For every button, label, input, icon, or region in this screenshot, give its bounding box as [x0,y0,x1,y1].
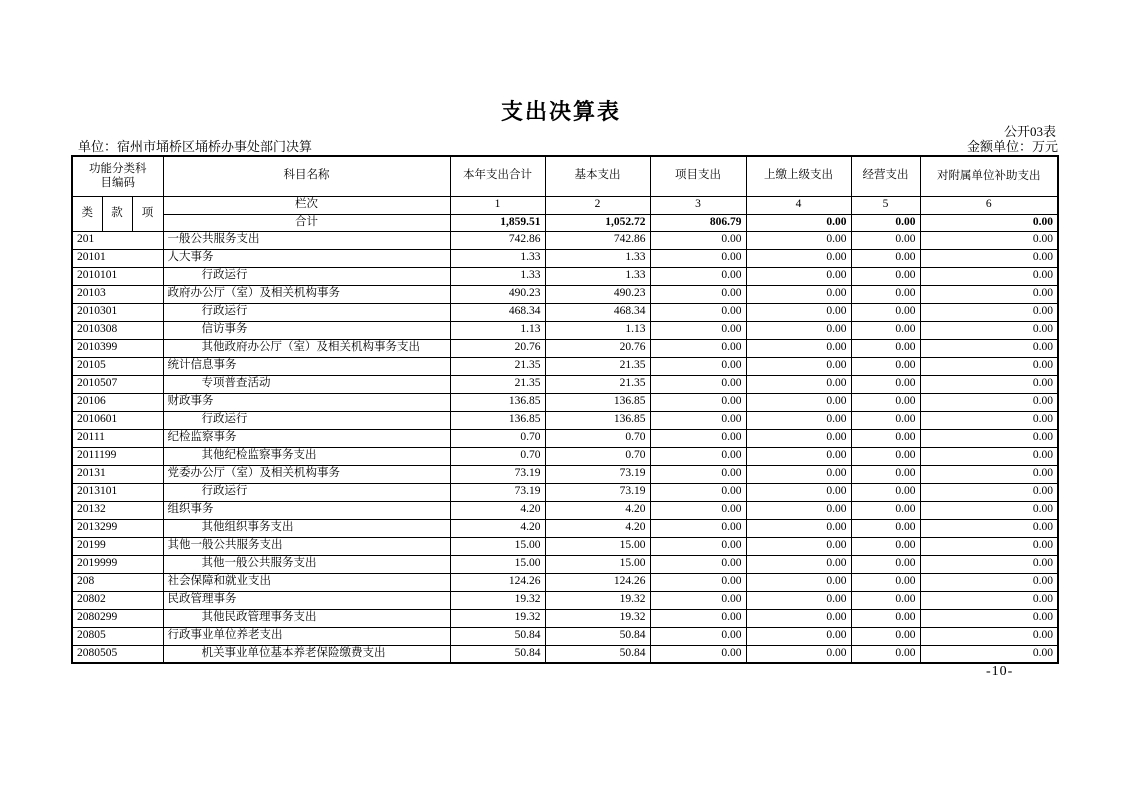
row-value: 15.00 [545,537,650,555]
table-row [72,609,1058,627]
table-row [72,591,1058,609]
row-value: 136.85 [545,393,650,411]
row-value: 15.00 [545,555,650,573]
row-value: 0.00 [650,267,746,285]
column-number: 5 [851,196,920,214]
header-col-total: 本年支出合计 [450,156,545,196]
row-code: 2010101 [72,267,163,285]
row-value: 0.00 [650,249,746,267]
table-row [72,645,1058,663]
table-code-label: 公开03表 [1003,124,1056,139]
row-code: 20131 [72,465,163,483]
row-value: 0.00 [851,303,920,321]
table-row [72,375,1058,393]
amount-unit-label: 金额单位：万元 [966,139,1058,154]
row-subject-name: 社会保障和就业支出 [163,573,450,591]
header-col-upper: 上缴上级支出 [746,156,851,196]
row-value: 124.26 [450,573,545,591]
table-row [72,357,1058,375]
row-value: 0.00 [920,483,1058,501]
row-value: 0.00 [920,321,1058,339]
row-value: 0.00 [920,375,1058,393]
row-subject-name: 统计信息事务 [163,357,450,375]
row-value: 73.19 [450,483,545,501]
row-subject-name: 其他民政管理事务支出 [163,609,450,627]
row-subject-name: 纪检监察事务 [163,429,450,447]
row-value: 15.00 [450,555,545,573]
row-code: 2080299 [72,609,163,627]
row-value: 0.00 [920,591,1058,609]
row-value: 0.00 [650,627,746,645]
table-row [72,537,1058,555]
table-row [72,465,1058,483]
row-value: 0.00 [851,591,920,609]
table-row [72,339,1058,357]
row-value: 0.00 [920,303,1058,321]
total-value: 0.00 [851,214,920,231]
row-value: 0.00 [920,555,1058,573]
row-value: 0.00 [920,609,1058,627]
row-value: 468.34 [545,303,650,321]
row-subject-name: 其他一般公共服务支出 [163,537,450,555]
header-col-project: 项目支出 [650,156,746,196]
row-value: 4.20 [545,519,650,537]
row-value: 0.00 [851,537,920,555]
row-value: 0.00 [746,303,851,321]
row-value: 4.20 [545,501,650,519]
column-number: 6 [920,196,1058,214]
row-value: 19.32 [545,591,650,609]
row-value: 0.70 [545,447,650,465]
table-row [72,285,1058,303]
row-value: 21.35 [545,375,650,393]
row-value: 0.00 [851,267,920,285]
table-row [72,573,1058,591]
row-value: 73.19 [545,483,650,501]
row-value: 742.86 [545,231,650,249]
row-value: 0.00 [851,519,920,537]
row-value: 0.00 [650,591,746,609]
row-value: 0.00 [746,357,851,375]
row-value: 0.00 [650,231,746,249]
row-value: 0.00 [650,483,746,501]
row-value: 0.00 [851,483,920,501]
row-value: 0.70 [545,429,650,447]
table-row [72,447,1058,465]
row-value: 490.23 [450,285,545,303]
row-code: 2010507 [72,375,163,393]
row-value: 0.00 [746,609,851,627]
row-subject-name: 信访事务 [163,321,450,339]
row-value: 124.26 [545,573,650,591]
row-value: 0.00 [851,285,920,303]
column-number: 4 [746,196,851,214]
header-row-1 [72,156,1058,196]
header-col-basic: 基本支出 [545,156,650,196]
row-subject-name: 一般公共服务支出 [163,231,450,249]
row-subject-name: 人大事务 [163,249,450,267]
row-value: 0.00 [920,231,1058,249]
table-row [72,483,1058,501]
expenditure-table [71,155,1059,664]
row-code: 20101 [72,249,163,267]
row-value: 0.00 [650,465,746,483]
table-row [72,429,1058,447]
row-value: 0.00 [851,339,920,357]
row-subject-name: 行政运行 [163,483,450,501]
row-subject-name: 行政运行 [163,267,450,285]
row-value: 21.35 [450,375,545,393]
table-row [72,249,1058,267]
table-row [72,519,1058,537]
row-value: 0.00 [851,393,920,411]
page-number: -10- [986,664,1014,679]
row-code: 208 [72,573,163,591]
row-value: 0.00 [746,447,851,465]
row-value: 0.00 [920,285,1058,303]
row-value: 4.20 [450,501,545,519]
row-code: 20132 [72,501,163,519]
row-value: 0.00 [920,573,1058,591]
row-value: 0.00 [851,555,920,573]
row-value: 21.35 [450,357,545,375]
total-value: 0.00 [746,214,851,231]
row-value: 0.00 [746,339,851,357]
row-value: 1.13 [545,321,650,339]
row-value: 0.00 [746,231,851,249]
row-value: 0.00 [650,411,746,429]
row-value: 0.00 [746,555,851,573]
row-value: 19.32 [545,609,650,627]
total-value: 806.79 [650,214,746,231]
column-number: 3 [650,196,746,214]
row-value: 50.84 [545,645,650,663]
row-code: 2010301 [72,303,163,321]
row-value: 1.33 [545,267,650,285]
column-number: 1 [450,196,545,214]
row-value: 136.85 [450,411,545,429]
row-value: 0.00 [920,645,1058,663]
unit-line: 单位：宿州市埇桥区埇桥办事处部门决算 [78,139,313,154]
row-value: 73.19 [545,465,650,483]
row-value: 0.70 [450,447,545,465]
header-code-group: 功能分类科目编码 [72,156,163,196]
row-value: 0.00 [851,447,920,465]
row-value: 50.84 [450,645,545,663]
row-value: 0.00 [650,645,746,663]
total-value: 0.00 [920,214,1058,231]
row-subject-name: 行政运行 [163,303,450,321]
row-subject-name: 组织事务 [163,501,450,519]
row-value: 0.00 [746,321,851,339]
row-value: 0.00 [746,483,851,501]
row-value: 0.00 [746,645,851,663]
header-code-lei: 类 [72,196,102,231]
row-subject-name: 党委办公厅（室）及相关机构事务 [163,465,450,483]
row-value: 0.00 [920,267,1058,285]
row-value: 0.00 [746,375,851,393]
row-value: 0.00 [851,249,920,267]
row-code: 2080505 [72,645,163,663]
row-value: 0.70 [450,429,545,447]
row-value: 0.00 [650,501,746,519]
row-code: 2013101 [72,483,163,501]
row-value: 0.00 [746,249,851,267]
row-code: 20111 [72,429,163,447]
row-value: 0.00 [650,357,746,375]
row-code: 20805 [72,627,163,645]
row-value: 15.00 [450,537,545,555]
row-value: 0.00 [851,231,920,249]
header-col-subsidy: 对附属单位补助支出 [920,156,1058,196]
row-value: 0.00 [920,519,1058,537]
row-value: 0.00 [746,519,851,537]
row-value: 0.00 [851,357,920,375]
row-subject-name: 财政事务 [163,393,450,411]
row-code: 20802 [72,591,163,609]
total-value: 1,052.72 [545,214,650,231]
row-value: 0.00 [650,519,746,537]
header-row-2 [72,196,1058,214]
row-value: 0.00 [650,447,746,465]
table-row [72,303,1058,321]
row-value: 20.76 [545,339,650,357]
row-code: 2013299 [72,519,163,537]
table-row [72,627,1058,645]
row-value: 0.00 [746,591,851,609]
row-value: 468.34 [450,303,545,321]
row-value: 0.00 [746,429,851,447]
row-value: 0.00 [746,267,851,285]
row-value: 136.85 [450,393,545,411]
row-code: 201 [72,231,163,249]
row-value: 0.00 [920,465,1058,483]
row-value: 0.00 [851,609,920,627]
row-code: 20103 [72,285,163,303]
meta-row [78,136,1058,155]
row-value: 0.00 [920,249,1058,267]
row-subject-name: 其他组织事务支出 [163,519,450,537]
row-value: 21.35 [545,357,650,375]
row-value: 0.00 [920,447,1058,465]
row-subject-name: 行政事业单位养老支出 [163,627,450,645]
row-value: 0.00 [650,375,746,393]
row-value: 0.00 [920,501,1058,519]
table-row [72,411,1058,429]
row-code: 2010399 [72,339,163,357]
row-code: 2010308 [72,321,163,339]
row-value: 50.84 [450,627,545,645]
row-value: 0.00 [650,285,746,303]
row-value: 0.00 [746,285,851,303]
row-value: 0.00 [920,429,1058,447]
row-code: 2019999 [72,555,163,573]
row-value: 0.00 [851,573,920,591]
row-value: 0.00 [851,501,920,519]
row-value: 0.00 [746,411,851,429]
row-value: 490.23 [545,285,650,303]
table-row [72,393,1058,411]
row-value: 0.00 [851,411,920,429]
total-row [72,214,1058,231]
row-subject-name: 行政运行 [163,411,450,429]
row-value: 0.00 [746,573,851,591]
row-code: 20106 [72,393,163,411]
row-value: 0.00 [851,627,920,645]
row-value: 0.00 [851,645,920,663]
row-value: 1.13 [450,321,545,339]
total-value: 1,859.51 [450,214,545,231]
row-value: 0.00 [920,393,1058,411]
row-code: 20199 [72,537,163,555]
table-row [72,501,1058,519]
row-value: 0.00 [650,537,746,555]
header-code-xiang: 项 [132,196,163,231]
row-value: 19.32 [450,609,545,627]
lanci-label: 栏次 [163,196,450,214]
header-col-operating: 经营支出 [851,156,920,196]
header-subject-name: 科目名称 [163,156,450,196]
row-value: 19.32 [450,591,545,609]
row-value: 20.76 [450,339,545,357]
table-row [72,231,1058,249]
page-title: 支出决算表 [500,99,621,124]
row-value: 136.85 [545,411,650,429]
row-subject-name: 机关事业单位基本养老保险缴费支出 [163,645,450,663]
table-row [72,555,1058,573]
row-value: 0.00 [650,555,746,573]
row-code: 2010601 [72,411,163,429]
row-code: 2011199 [72,447,163,465]
row-value: 50.84 [545,627,650,645]
row-value: 1.33 [450,267,545,285]
row-value: 0.00 [650,321,746,339]
row-code: 20105 [72,357,163,375]
row-value: 0.00 [650,393,746,411]
row-value: 0.00 [851,429,920,447]
table-row [72,267,1058,285]
table-row [72,321,1058,339]
row-value: 0.00 [851,375,920,393]
row-value: 0.00 [650,303,746,321]
row-value: 0.00 [746,393,851,411]
row-value: 0.00 [650,429,746,447]
row-value: 0.00 [851,321,920,339]
row-value: 0.00 [650,339,746,357]
row-value: 0.00 [920,357,1058,375]
column-number: 2 [545,196,650,214]
row-value: 0.00 [650,609,746,627]
row-value: 0.00 [851,465,920,483]
row-value: 742.86 [450,231,545,249]
row-value: 1.33 [545,249,650,267]
row-subject-name: 其他纪检监察事务支出 [163,447,450,465]
row-subject-name: 民政管理事务 [163,591,450,609]
row-value: 73.19 [450,465,545,483]
row-subject-name: 专项普查活动 [163,375,450,393]
row-value: 0.00 [920,339,1058,357]
row-value: 0.00 [746,627,851,645]
row-subject-name: 其他一般公共服务支出 [163,555,450,573]
row-value: 0.00 [746,537,851,555]
row-value: 0.00 [920,411,1058,429]
row-value: 0.00 [746,465,851,483]
row-value: 0.00 [650,573,746,591]
row-value: 1.33 [450,249,545,267]
row-subject-name: 政府办公厅（室）及相关机构事务 [163,285,450,303]
row-value: 0.00 [920,537,1058,555]
row-value: 4.20 [450,519,545,537]
total-label: 合计 [163,214,450,231]
row-value: 0.00 [746,501,851,519]
header-code-kuan: 款 [102,196,132,231]
row-subject-name: 其他政府办公厅（室）及相关机构事务支出 [163,339,450,357]
row-value: 0.00 [920,627,1058,645]
